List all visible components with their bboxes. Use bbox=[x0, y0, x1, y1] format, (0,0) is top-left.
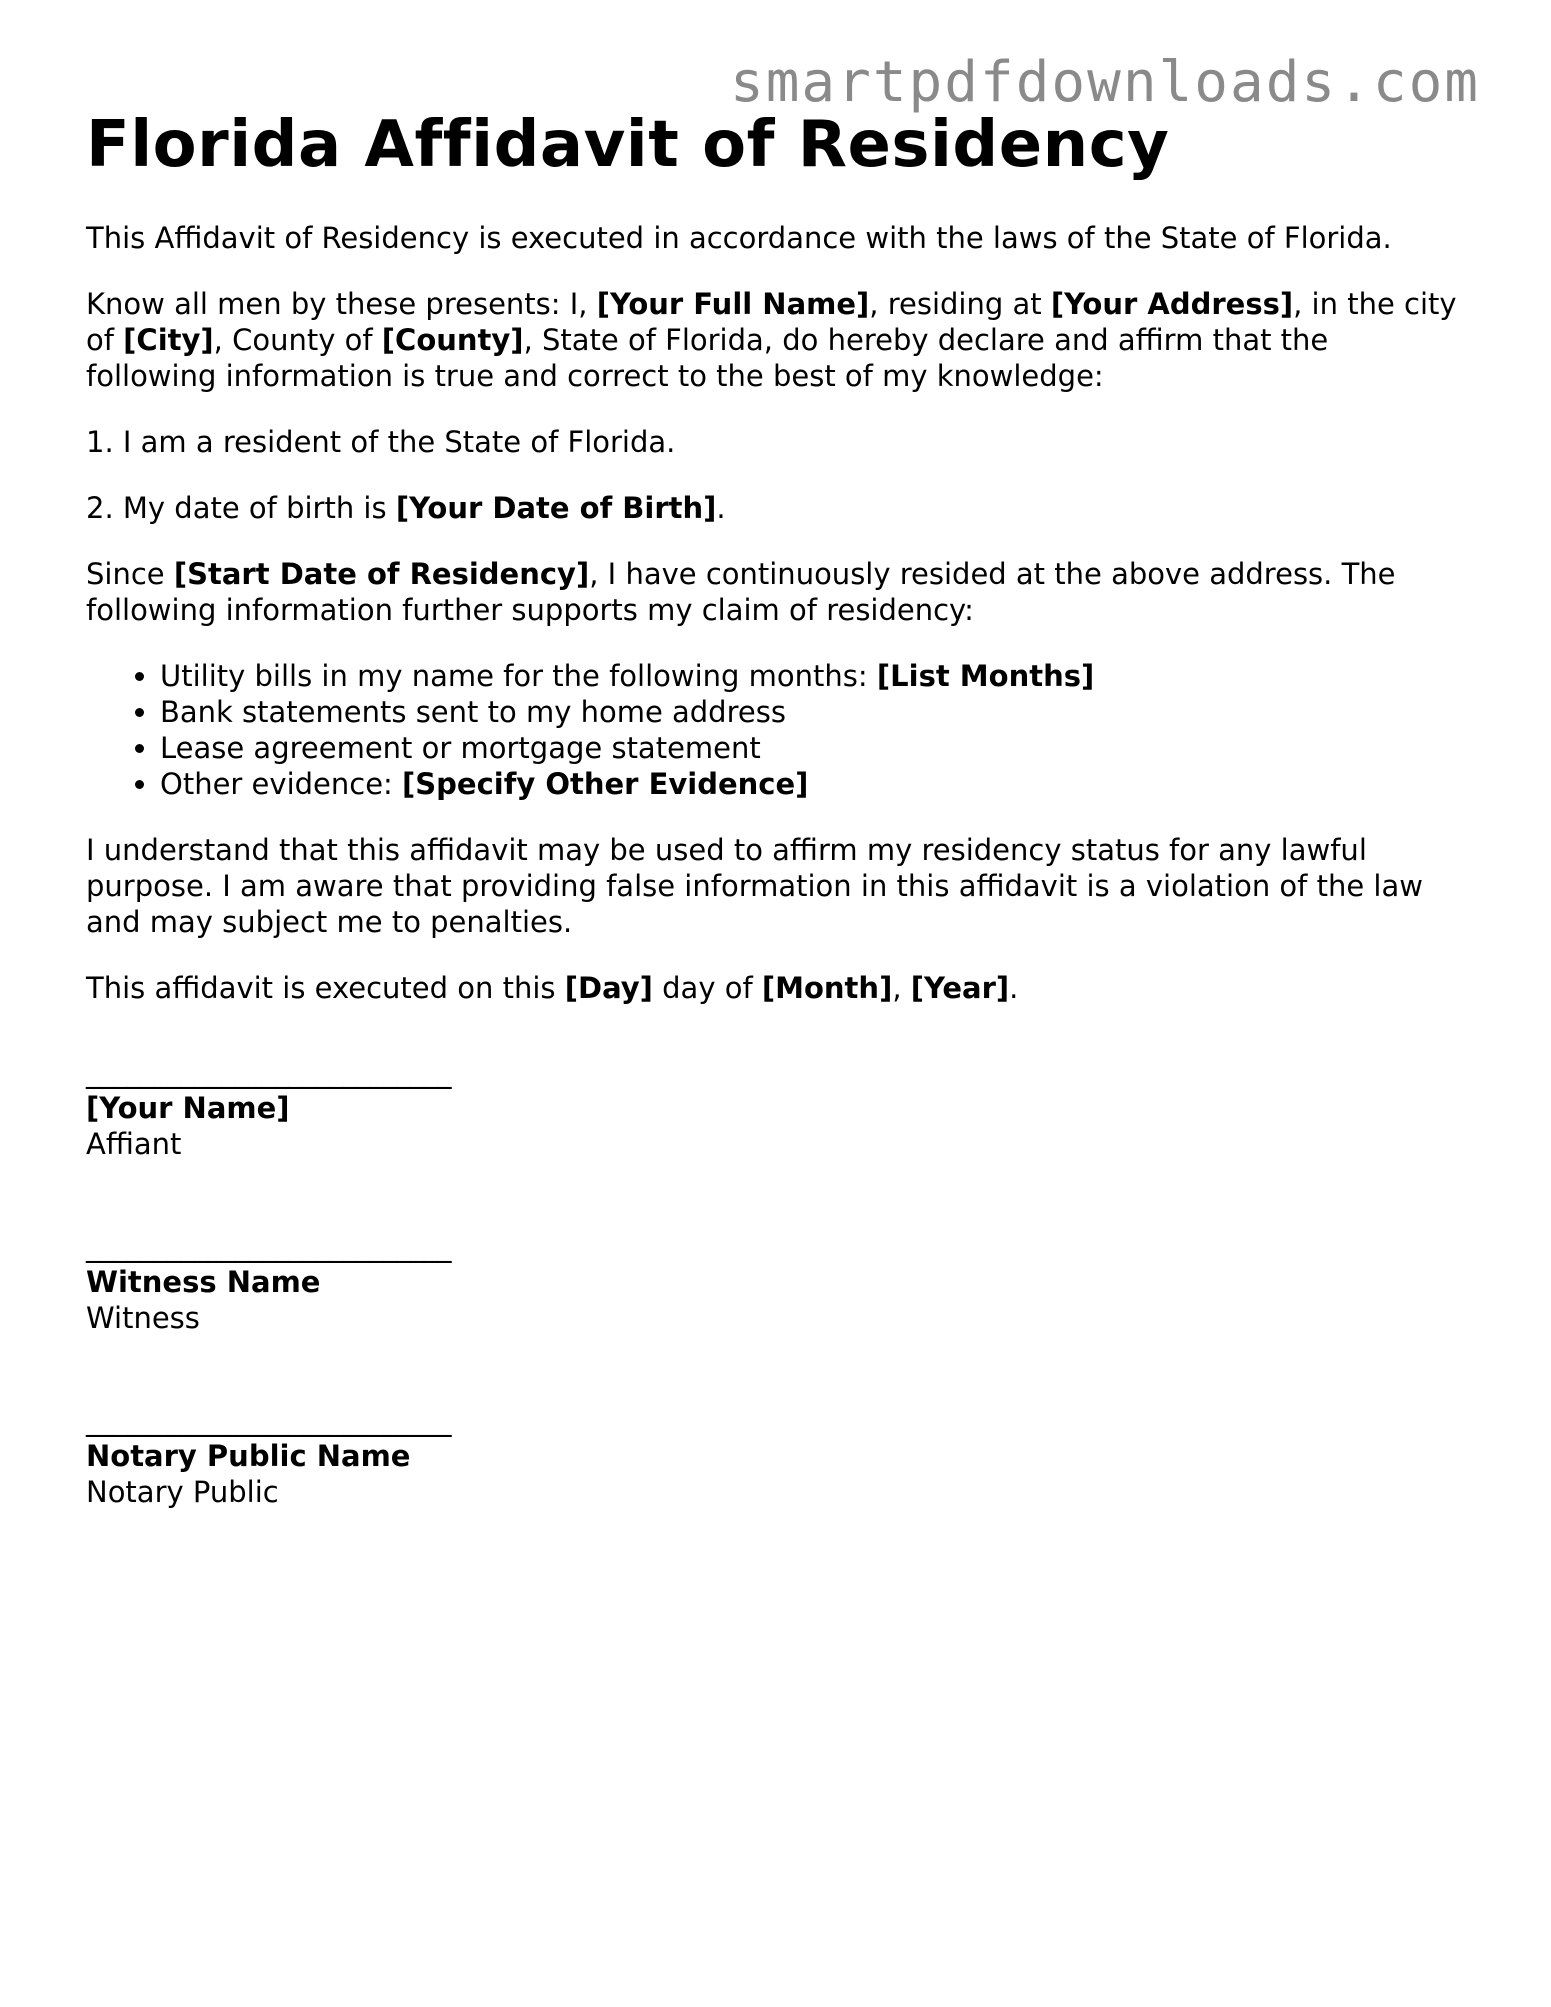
execution-text: day of bbox=[652, 971, 762, 1005]
statement-text: 2. My date of birth is bbox=[86, 491, 396, 525]
execution-paragraph bbox=[86, 970, 1466, 1006]
residency-text: Since bbox=[86, 557, 174, 591]
day-placeholder: [Day] bbox=[564, 971, 653, 1005]
signer-name: [Your Name] bbox=[86, 1091, 290, 1125]
start-date-placeholder: [Start Date of Residency] bbox=[173, 557, 590, 591]
execution-text: This affidavit is executed on this bbox=[86, 971, 565, 1005]
signer-role: Affiant bbox=[86, 1127, 182, 1161]
evidence-text: Utility bills in my name for the following months: bbox=[160, 659, 877, 693]
list-item bbox=[160, 658, 1466, 694]
signature-section bbox=[86, 1054, 1466, 1510]
evidence-text: Other evidence: bbox=[160, 767, 403, 801]
city-placeholder: [City] bbox=[123, 323, 214, 357]
full-name-placeholder: [Your Full Name] bbox=[596, 287, 870, 321]
declaration-text: , residing at bbox=[869, 287, 1051, 321]
execution-text: , bbox=[892, 971, 911, 1005]
execution-text: . bbox=[1009, 971, 1019, 1005]
address-placeholder: [Your Address] bbox=[1050, 287, 1294, 321]
residency-paragraph bbox=[86, 556, 1466, 628]
intro-paragraph: This Affidavit of Residency is executed in accordance with the laws of the State of Florida. bbox=[86, 221, 1392, 255]
statement-text: . bbox=[716, 491, 726, 525]
declaration-paragraph bbox=[86, 286, 1466, 394]
year-placeholder: [Year] bbox=[910, 971, 1010, 1005]
residency-text: , I have continuously resided at the above address. The following information further supports my claim of residency: bbox=[86, 557, 1396, 627]
date-of-birth-placeholder: [Your Date of Birth] bbox=[395, 491, 717, 525]
declaration-text: , in the city of bbox=[86, 287, 1457, 357]
statement-item-2 bbox=[86, 490, 1466, 526]
notary-signature-block bbox=[86, 1402, 1466, 1510]
signature-line: ___________________________ bbox=[86, 1229, 451, 1263]
signer-role: Witness bbox=[86, 1301, 200, 1335]
list-item: • Bank statements sent to my home address bbox=[160, 694, 1466, 730]
signature-line: ___________________________ bbox=[86, 1403, 451, 1437]
declaration-text: Know all men by these presents: I, bbox=[86, 287, 597, 321]
county-placeholder: [County] bbox=[381, 323, 524, 357]
signature-line: ___________________________ bbox=[86, 1055, 451, 1089]
signer-name: Notary Public Name bbox=[86, 1439, 411, 1473]
other-evidence-placeholder: [Specify Other Evidence] bbox=[402, 767, 809, 801]
declaration-text: , State of Florida, do hereby declare and affirm that the following information is true and correct to the best of my knowledge: bbox=[86, 323, 1329, 393]
affiant-signature-block bbox=[86, 1054, 1466, 1162]
statement-item-1: 1. I am a resident of the State of Florida. bbox=[86, 425, 676, 459]
list-item bbox=[160, 766, 1466, 802]
page-title: Florida Affidavit of Residency bbox=[86, 108, 1170, 182]
watermark: smartpdfdownloads.com bbox=[729, 50, 1480, 115]
evidence-list bbox=[86, 658, 1466, 802]
document-body bbox=[86, 220, 1466, 1576]
understanding-paragraph: I understand that this affidavit may be used to affirm my residency status for any lawful purpose. I am aware that providing false information in this affidavit is a violation of the law and may subject me to penalties. bbox=[86, 833, 1423, 939]
list-months-placeholder: [List Months] bbox=[876, 659, 1095, 693]
signer-role: Notary Public bbox=[86, 1475, 279, 1509]
signer-name: Witness Name bbox=[86, 1265, 321, 1299]
list-item: • Lease agreement or mortgage statement bbox=[160, 730, 1466, 766]
month-placeholder: [Month] bbox=[761, 971, 893, 1005]
declaration-text: , County of bbox=[213, 323, 382, 357]
witness-signature-block bbox=[86, 1228, 1466, 1336]
